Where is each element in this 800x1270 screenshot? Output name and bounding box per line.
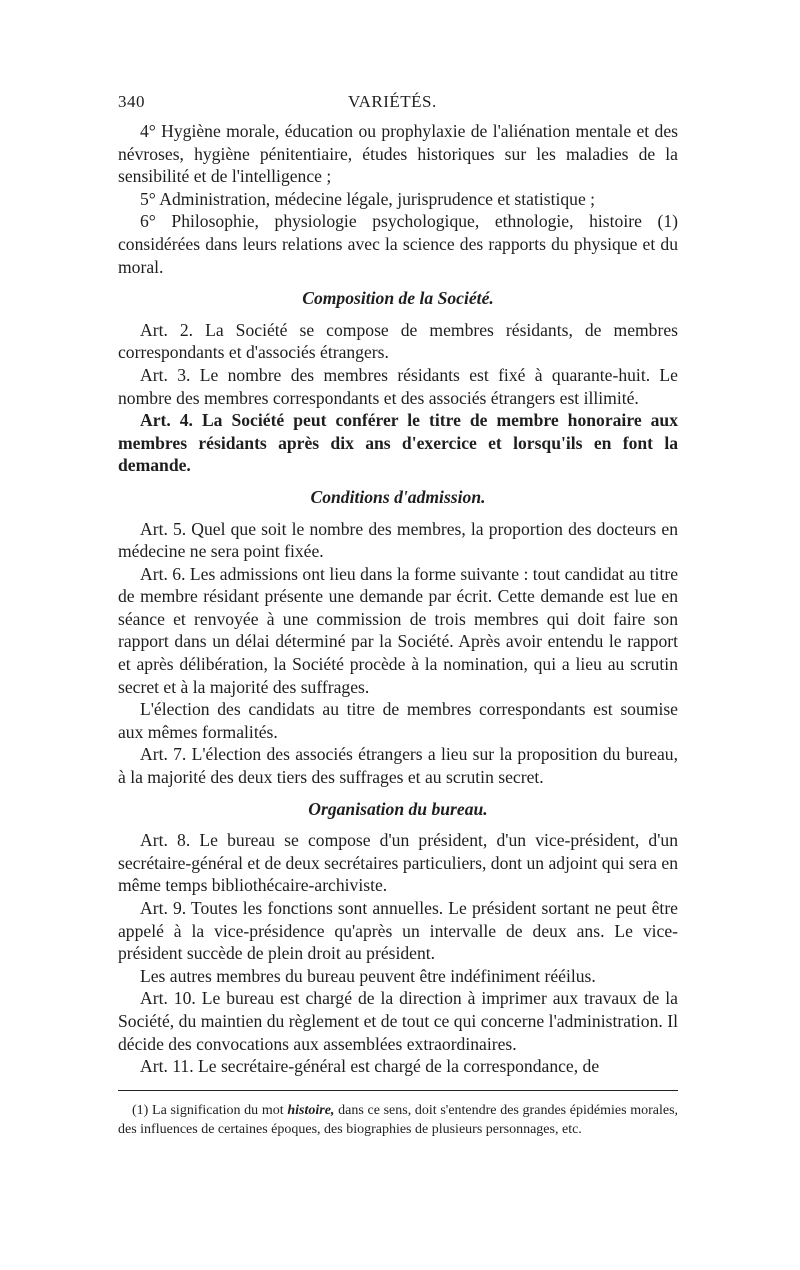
list-item-philosophie: 6° Philosophie, physiologie psychologique, ethnologie, histoire (1) considérées dans leurs relations avec la science des rapports du physique et du moral.: [118, 211, 678, 277]
article-8: Art. 8. Le bureau se compose d'un président, d'un vice-président, d'un secrétaire-général et de deux secrétaires particuliers, dont un adjoint qui sera en même temps bibliothécaire-archiviste.: [118, 830, 678, 896]
article-9-continued: Les autres membres du bureau peuvent être indéfiniment rééilus.: [140, 965, 596, 986]
footnote-divider: [118, 1090, 678, 1091]
footnote-text-before: La signification du mot: [152, 1102, 284, 1118]
running-head: [118, 92, 678, 120]
article-6-continued: L'élection des candidats au titre de membres correspondants est soumise aux mêmes formalités.: [118, 699, 678, 742]
footnote-marker: (1): [132, 1102, 149, 1118]
list-item-hygiene: 4° Hygiène morale, éducation ou prophylaxie de l'aliénation mentale et des névroses, hygiène pénitentiaire, études historiques sur les maladies de la sensibilité et de l'intelligence ;: [118, 121, 678, 187]
body-text: [118, 120, 678, 1078]
heading-conditions: Conditions d'admission.: [310, 486, 486, 507]
footnote: [118, 1101, 678, 1139]
article-6: Art. 6. Les admissions ont lieu dans la forme suivante : tout candidat au titre de membre résidant présente une demande par écrit. Cette demande est lue en séance et renvoyée à une commission de trois membres qui doit faire son rapport dans un délai déterminé par la Société. Après avoir entendu le rapport et après délibération, la Société procède à la nomination, qui a lieu au scrutin secret et à la majorité des suffrages.: [118, 563, 678, 697]
heading-composition: Composition de la Société.: [302, 288, 494, 309]
footnote-emphasis: histoire,: [287, 1102, 335, 1118]
page-number: 340: [118, 92, 145, 111]
article-7: Art. 7. L'élection des associés étrangers a lieu sur la proposition du bureau, à la majorité des deux tiers des suffrages et au scrutin secret.: [118, 744, 678, 788]
article-9: Art. 9. Toutes les fonctions sont annuelles. Le président sortant ne peut être appelé à la vice-présidence qu'après un intervalle de deux ans. Le vice-président succède de plein droit au président.: [118, 898, 678, 964]
book-page: [118, 92, 678, 1139]
article-5: Art. 5. Quel que soit le nombre des membres, la proportion des docteurs en médecine ne sera point fixée.: [118, 518, 678, 562]
running-title: VARIÉTÉS.: [348, 92, 437, 111]
heading-bureau: Organisation du bureau.: [308, 798, 488, 819]
article-10: Art. 10. Le bureau est chargé de la direction à imprimer aux travaux de la Société, du maintien du règlement et de tout ce qui concerne l'administration. Il décide des convocations aux assemblées extraordinaires.: [118, 988, 678, 1054]
article-3: Art. 3. Le nombre des membres résidants est fixé à quarante-huit. Le nombre des membres correspondants et des associés étrangers est illimité.: [118, 364, 678, 408]
article-11: Art. 11. Le secrétaire-général est chargé de la correspondance, de: [140, 1056, 600, 1077]
list-item-administration: 5° Administration, médecine légale, jurisprudence et statistique ;: [140, 188, 596, 209]
footnote-text-after: dans ce sens, doit s'entendre des grandes épidémies morales, des influences de certaines époques, des biographies de plusieurs personnages, etc.: [118, 1102, 679, 1137]
article-4: Art. 4. La Société peut conférer le titre de membre honoraire aux membres résidants après dix ans d'exercice et lorsqu'ils en font la demande.: [118, 410, 678, 476]
article-2: Art. 2. La Société se compose de membres résidants, de membres correspondants et d'associés étrangers.: [118, 319, 678, 363]
